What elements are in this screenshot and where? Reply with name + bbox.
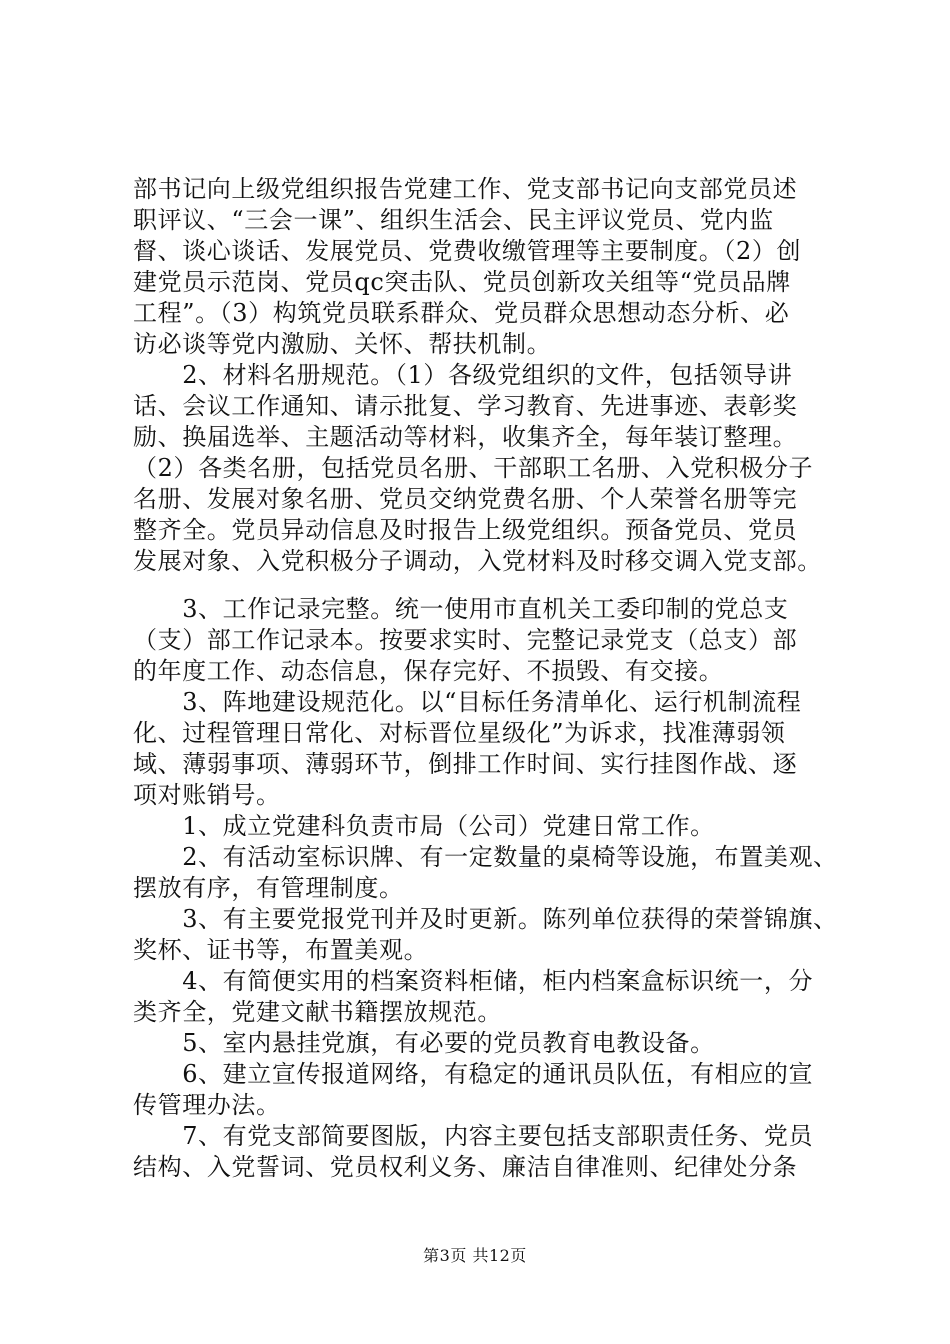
text-line: 督、谈心谈话、发展党员、党费收缴管理等主要制度。（2）创: [133, 237, 802, 265]
text-line: 部书记向上级党组织报告党建工作、党支部书记向支部党员述: [133, 175, 798, 203]
text-line: 7、有党支部简要图版，内容主要包括支部职责任务、党员: [133, 1122, 814, 1150]
text-line: 2、材料名册规范。（1）各级党组织的文件，包括领导讲: [133, 361, 793, 389]
text-line: （2）各类名册，包括党员名册、干部职工名册、入党积极分子: [133, 454, 814, 482]
text-line: 6、建立宣传报道网络，有稳定的通讯员队伍，有相应的宣: [133, 1060, 814, 1088]
text-line: 化、过程管理日常化、对标晋位星级化”为诉求，找准薄弱领: [133, 719, 786, 747]
text-line: 类齐全，党建文献书籍摆放规范。: [133, 998, 502, 1026]
text-line: 话、会议工作通知、请示批复、学习教育、先进事迹、表彰奖: [133, 392, 798, 420]
page-footer: 第3页 共12页: [423, 1246, 527, 1265]
text-line: 摆放有序，有管理制度。: [133, 874, 404, 902]
text-line: 3、阵地建设规范化。以“目标任务清单化、运行机制流程: [133, 688, 802, 716]
text-line: 的年度工作、动态信息，保存完好、不损毁、有交接。: [133, 657, 724, 685]
text-line: （支）部工作记录本。按要求实时、完整记录党支（总支）部: [133, 626, 798, 654]
text-line: 励、换届选举、主题活动等材料，收集齐全，每年装订整理。: [133, 423, 798, 451]
text-line: 名册、发展对象名册、党员交纳党费名册、个人荣誉名册等完: [133, 485, 798, 513]
text-line: 2、有活动室标识牌、有一定数量的桌椅等设施，布置美观、: [133, 843, 838, 871]
text-line: 发展对象、入党积极分子调动，入党材料及时移交调入党支部。: [133, 547, 822, 575]
text-line: 4、有简便实用的档案资料柜储，柜内档案盒标识统一，分: [133, 967, 814, 995]
text-line: 传管理办法。: [133, 1091, 281, 1119]
text-line: 建党员示范岗、党员qc突击队、党员创新攻关组等“党员品牌: [133, 268, 791, 296]
text-line: 5、室内悬挂党旗，有必要的党员教育电教设备。: [133, 1029, 715, 1057]
text-line: 奖杯、证书等，布置美观。: [133, 936, 429, 964]
text-line: 工程”。（3）构筑党员联系群众、党员群众思想动态分析、必: [133, 299, 790, 327]
text-line: 访必谈等党内激励、关怀、帮扶机制。: [133, 330, 552, 358]
text-line: 1、成立党建科负责市局（公司）党建日常工作。: [133, 812, 715, 840]
text-line: 职评议、“三会一课”、组织生活会、民主评议党员、党内监: [133, 206, 774, 234]
document-body: [133, 174, 853, 1183]
text-line: 3、有主要党报党刊并及时更新。陈列单位获得的荣誉锦旗、: [133, 905, 838, 933]
text-line: 域、薄弱事项、薄弱环节，倒排工作时间、实行挂图作战、逐: [133, 750, 798, 778]
text-line: 结构、入党誓词、党员权利义务、廉洁自律准则、纪律处分条: [133, 1153, 798, 1181]
text-line: 3、工作记录完整。统一使用市直机关工委印制的党总支: [133, 595, 789, 623]
text-line: 整齐全。党员异动信息及时报告上级党组织。预备党员、党员: [133, 516, 798, 544]
text-line: 项对账销号。: [133, 781, 281, 809]
paragraph-gap: [133, 577, 853, 594]
